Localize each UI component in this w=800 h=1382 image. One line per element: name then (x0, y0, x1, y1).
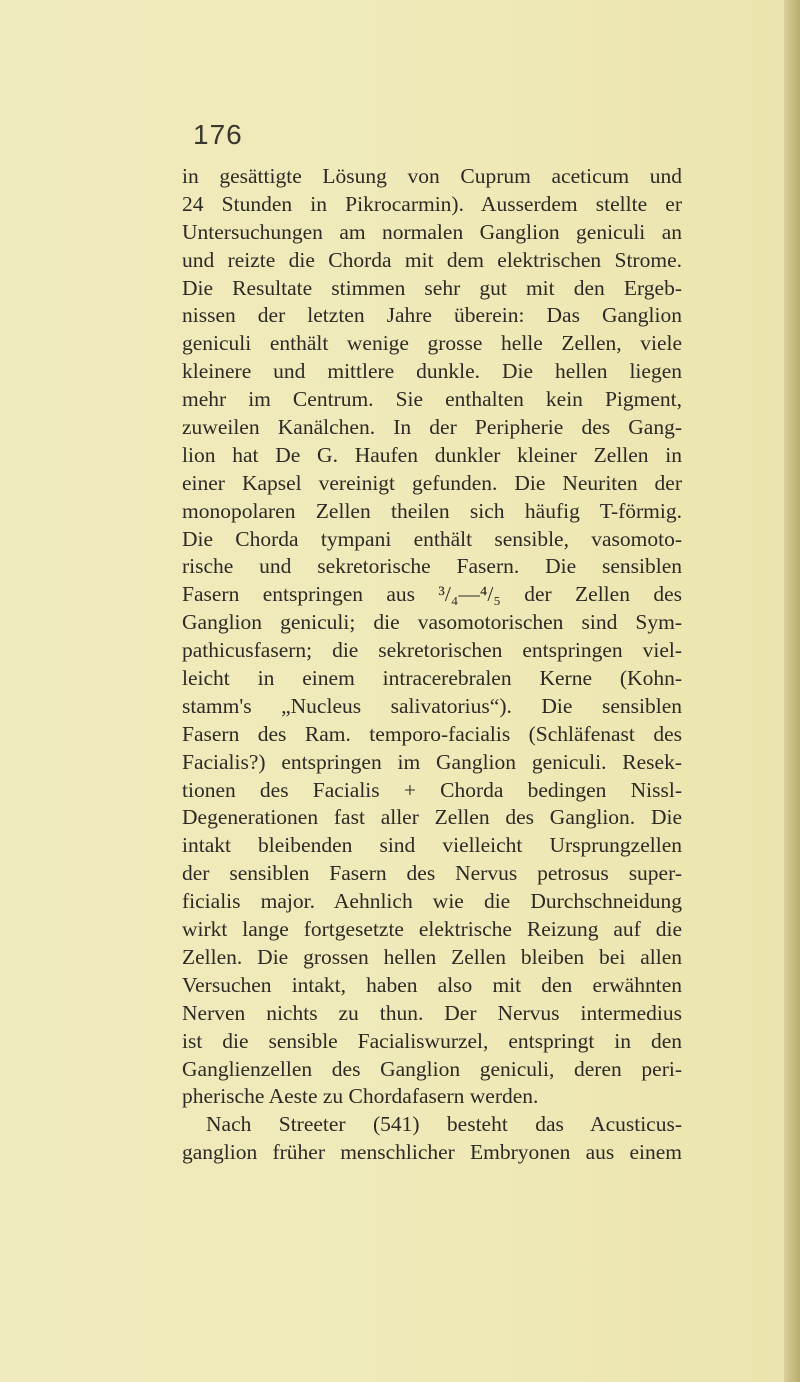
text-line: wirkt lange fortgesetzte elektrische Reizung auf die (182, 917, 682, 942)
text-line: tionen des Facialis + Chorda bedingen Nissl- (182, 777, 682, 802)
text-line: Untersuchungen am normalen Ganglion geniculi an (182, 219, 682, 244)
page-number: 176 (193, 119, 243, 150)
text-line: 24 Stunden in Pikrocarmin). Ausserdem stellte er (182, 191, 682, 216)
text-line: stamm's „Nucleus salivatorius“). Die sensiblen (182, 693, 682, 718)
text-line: Nerven nichts zu thun. Der Nervus intermedius (182, 1000, 682, 1025)
body-text (182, 163, 682, 1167)
text-line: Degenerationen fast aller Zellen des Ganglion. Die (182, 805, 682, 830)
text-line: intakt bleibenden sind vielleicht Ursprungzellen (182, 833, 682, 858)
text-line: Die Chorda tympani enthält sensible, vasomoto- (182, 526, 682, 551)
text-line: lion hat De G. Haufen dunkler kleiner Zellen in (182, 442, 682, 467)
text-line: ist die sensible Facialiswurzel, entspringt in den (182, 1028, 682, 1053)
text-line: Die Resultate stimmen sehr gut mit den Ergeb- (182, 275, 682, 300)
text-line: und reizte die Chorda mit dem elektrischen Strome. (182, 247, 682, 272)
page-edge (784, 0, 800, 1382)
text-line: monopolaren Zellen theilen sich häufig T-förmig. (182, 498, 682, 523)
text-line: Fasern des Ram. temporo-facialis (Schläfenast des (182, 721, 682, 746)
text-line: rische und sekretorische Fasern. Die sensiblen (182, 554, 682, 579)
text-line: ficialis major. Aehnlich wie die Durchschneidung (182, 889, 682, 914)
text-line: Facialis?) entspringen im Ganglion geniculi. Resek- (182, 749, 682, 774)
text-line: Ganglion geniculi; die vasomotorischen sind Sym- (182, 610, 682, 635)
text-line: pathicusfasern; die sekretorischen entspringen viel- (182, 638, 682, 663)
text-line: der sensiblen Fasern des Nervus petrosus super- (182, 861, 682, 886)
text-line: Fasern entspringen aus ³/₄—⁴/₅ der Zellen des (182, 582, 682, 607)
text-line: kleinere und mittlere dunkle. Die hellen liegen (182, 359, 682, 384)
text-line: pherische Aeste zu Chordafasern werden. (182, 1084, 539, 1109)
text-line: nissen der letzten Jahre überein: Das Ganglion (182, 303, 682, 328)
text-line: in gesättigte Lösung von Cuprum aceticum und (182, 164, 682, 188)
text-line: Ganglienzellen des Ganglion geniculi, deren peri- (182, 1056, 682, 1081)
text-line: zuweilen Kanälchen. In der Peripherie des Gang- (182, 415, 682, 440)
text-line: mehr im Centrum. Sie enthalten kein Pigment, (182, 387, 682, 412)
text-line: einer Kapsel vereinigt gefunden. Die Neuriten der (182, 470, 682, 495)
text-line: ganglion früher menschlicher Embryonen aus einem (182, 1140, 682, 1165)
text-line: geniculi enthält wenige grosse helle Zellen, viele (182, 331, 682, 356)
text-line: Versuchen intakt, haben also mit den erwähnten (182, 972, 682, 997)
text-line: Zellen. Die grossen hellen Zellen bleiben bei allen (182, 944, 682, 969)
text-line: leicht in einem intracerebralen Kerne (Kohn- (182, 666, 682, 691)
text-line: Nach Streeter (541) besteht das Acusticus- (206, 1112, 682, 1137)
